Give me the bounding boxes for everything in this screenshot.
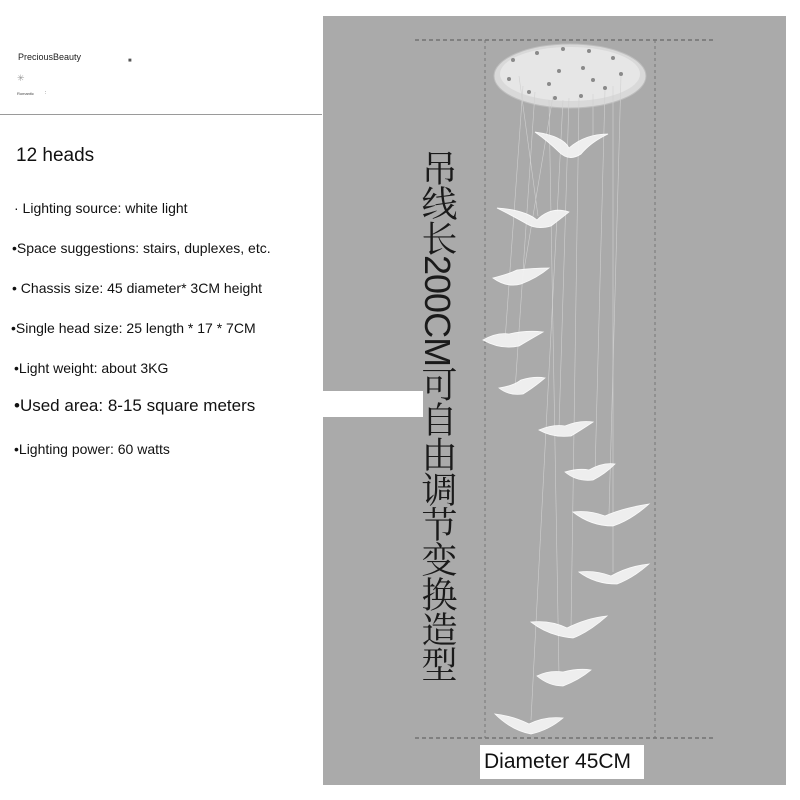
used-area-band	[323, 391, 423, 417]
spec-chassis-size: • Chassis size: 45 diameter* 3CM height	[12, 280, 263, 296]
bird-icon	[499, 377, 545, 394]
brand-colon: :	[45, 90, 47, 96]
spec-space-suggestions: •Space suggestions: stairs, duplexes, etc.	[12, 240, 271, 256]
suspension-wires	[505, 76, 621, 720]
brand-header	[0, 0, 322, 115]
spec-used-area: •Used area: 8-15 square meters	[14, 396, 256, 415]
bird-icon	[483, 331, 543, 347]
bird-pendants	[483, 132, 649, 734]
bird-icon	[495, 714, 563, 734]
spec-light-weight: •Light weight: about 3KG	[14, 360, 169, 376]
brand-tagline: Romantic	[17, 91, 34, 96]
brand-dot-icon: ■	[128, 58, 132, 64]
bird-icon	[573, 504, 649, 526]
diameter-label: Diameter 45CM	[484, 750, 632, 773]
bird-icon	[531, 616, 607, 638]
spec-head-size: •Single head size: 25 length * 17 * 7CM	[11, 320, 256, 336]
bird-icon	[497, 208, 569, 228]
brand-star-icon: ✳	[17, 73, 25, 83]
bird-icon	[493, 268, 549, 285]
heads-count: 12 heads	[16, 145, 95, 166]
spec-lighting-power: •Lighting power: 60 watts	[14, 441, 170, 457]
bird-icon	[537, 669, 591, 686]
wire-length-caption: 吊线长200CM可自由调节变换造型	[417, 150, 458, 682]
bird-icon	[579, 564, 649, 584]
diameter-box	[480, 745, 644, 779]
bird-icon	[539, 422, 593, 437]
bird-icon	[535, 132, 608, 158]
bird-icon	[565, 464, 615, 481]
brand-name: PreciousBeauty	[18, 52, 82, 62]
spec-lighting-source: · Lighting source: white light	[14, 200, 188, 216]
